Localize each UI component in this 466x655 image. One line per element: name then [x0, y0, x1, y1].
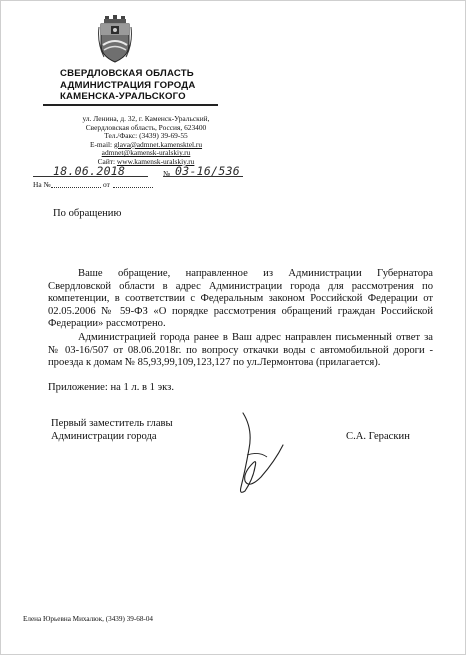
paragraph-1: Ваше обращение, направленное из Администрации Губернатора Свердловской области в адрес Администрации города для рассмотрения по компетенции, в соответствии с Федеральным законом Российской Федерации от 02.05.2006 № 59-ФЗ «О порядке рассмотрения обращений граждан Российской Федерации» рассмотрено. — [48, 268, 433, 330]
registration-block — [33, 166, 243, 190]
incoming-from-field — [113, 187, 153, 188]
email-label: E-mail: — [89, 139, 113, 149]
registration-no-label: № — [163, 169, 171, 178]
site-link[interactable]: www.kamensk-uralskiy.ru — [116, 156, 195, 166]
incoming-no-label: На № — [33, 180, 51, 189]
header-divider — [43, 104, 218, 106]
org-line-3: КАМЕНСКА-УРАЛЬСКОГО — [60, 91, 186, 102]
org-line-2: АДМИНИСТРАЦИЯ ГОРОДА — [60, 79, 196, 91]
email-link-2[interactable]: admnet@kamensk-uralskiy.ru — [101, 148, 191, 158]
org-line-1: СВЕРДЛОВСКАЯ ОБЛАСТЬ — [60, 68, 194, 79]
number-underline — [163, 176, 243, 177]
address-block — [61, 115, 231, 167]
date-underline — [33, 176, 148, 177]
registration-number: 03-16/536 — [175, 164, 241, 178]
address-line-2: Свердловская область, Россия, 623400 — [85, 122, 207, 132]
signatory-position — [51, 418, 173, 443]
attachment-line: Приложение: на 1 л. в 1 экз. — [48, 382, 174, 393]
phone-label: Тел./Факс: — [104, 131, 138, 141]
site-label: Сайт: — [97, 156, 116, 166]
position-line-2: Администрации города — [51, 430, 157, 442]
organization-name — [60, 68, 240, 103]
addressee: По обращению — [53, 208, 122, 219]
email-link-1[interactable]: glava@admnet.kamensktel.ru — [113, 139, 203, 149]
address-line-1: ул. Ленина, д. 32, г. Каменск-Уральский, — [82, 114, 210, 123]
paragraph-2: Администрацией города ранее в Ваш адрес направлен письменный ответ за № 03-16/507 от 08.06.2018г. по вопросу откачки воды с автомобильной дороги - проезда к домам № 85,93,99,109,123,127 по ул.Лермонтова (прилагается). — [48, 332, 433, 369]
phone-value: (3439) 39-69-55 — [139, 131, 188, 141]
signatory-name: С.А. Гераскин — [346, 431, 410, 442]
registration-date: 18.06.2018 — [53, 164, 126, 178]
incoming-no-field — [51, 187, 101, 188]
position-line-1: Первый заместитель главы — [51, 418, 173, 429]
executor-info: Елена Юрьевна Михалюк, (3439) 39-68-04 — [23, 615, 154, 623]
coat-of-arms-icon — [98, 15, 132, 63]
incoming-from-label: от — [103, 180, 110, 189]
handwritten-signature — [223, 409, 293, 499]
